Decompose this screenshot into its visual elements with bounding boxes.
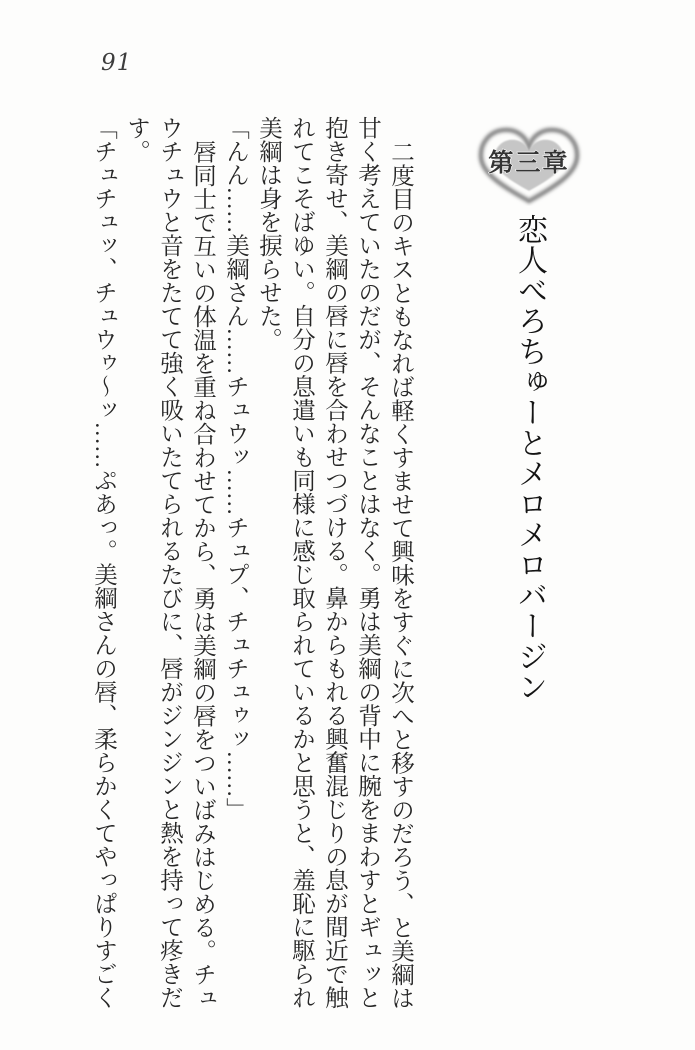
paragraph: 「んん……美綱さん……チュウッ……チュプ、チュチュゥッ……」 [222, 116, 248, 821]
body-text [86, 116, 416, 1009]
chapter-heading [468, 124, 590, 702]
chapter-title: 恋人べろちゅーとメロメロバージン [513, 214, 546, 702]
page-number: 91 [101, 50, 133, 76]
chapter-number-label: 第三章 [488, 150, 570, 177]
heart-icon [473, 124, 585, 206]
paragraph: 「チュチュッ、チュウゥ〜ッ……ぷあっ。美綱さんの唇、柔らかくてやっぱりすごく [90, 116, 116, 1009]
paragraph: 二度目のキスともなれば軽くすませて興味をすぐに次へと移すのだろう、と美綱は甘く考えていたのだが、そんなことはなく。勇は美綱の背中に腕をまわすとギュッと抱き寄せ、美綱の唇に唇を合わせつづける。鼻からもれる興奮混じりの息が間近で触れてこそばゆい。自分の息遣いも同様に感じ取られているかと思うと、羞恥に駆られ美綱は身を捩らせた。 [255, 116, 413, 1009]
paragraph: 唇同士で互いの体温を重ね合わせてから、勇は美綱の唇をついばみはじめる。チュウチュウと音をたてて強く吸いたてられるたびに、唇がジンジンと熱を持って疼きだす。 [123, 116, 215, 1009]
